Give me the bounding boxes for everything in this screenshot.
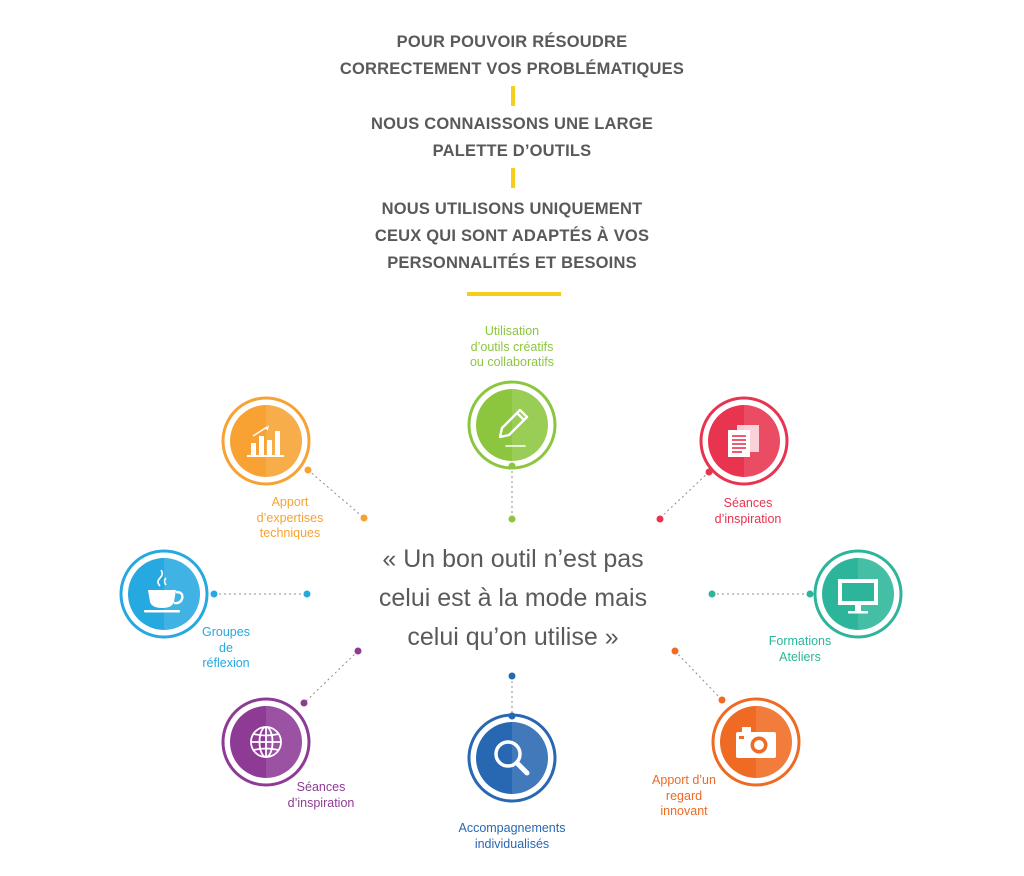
intro-line: NOUS CONNAISSONS UNE LARGE: [370, 115, 654, 133]
badge-coaching: [469, 715, 555, 801]
central-quote: [300, 540, 726, 657]
connector-inspiration-bottom: [304, 651, 358, 703]
dot-training-outer: [807, 591, 814, 598]
intro-line: NOUS UTILISONS UNIQUEMENT: [381, 200, 643, 218]
label-perspective: Apport d’un regard innovant: [652, 773, 716, 818]
intro-line: PALETTE D’OUTILS: [432, 142, 592, 160]
label-coaching: Accompagnements individualisés: [458, 821, 566, 851]
dot-perspective-outer: [719, 697, 726, 704]
quote-line: celui qu’on utilise »: [407, 623, 619, 651]
intro-line: CEUX QUI SONT ADAPTÉS À VOS: [374, 227, 650, 245]
badge-training: [815, 551, 901, 637]
connector-perspective: [675, 651, 722, 700]
dot-expertise-inner: [361, 515, 368, 522]
dot-coaching-inner: [509, 673, 516, 680]
dot-creative-inner: [509, 516, 516, 523]
dot-inspiration-bottom-outer: [301, 700, 308, 707]
quote-line: « Un bon outil n’est pas: [382, 545, 644, 573]
badge-inspiration-bottom: [223, 699, 309, 785]
label-training: Formations Ateliers: [768, 634, 832, 664]
badge-creative: [469, 382, 555, 468]
badge-expertise: [223, 398, 309, 484]
globe-icon: [251, 727, 281, 757]
intro-line: PERSONNALITÉS ET BESOINS: [387, 254, 637, 272]
label-creative: Utilisation d’outils créatifs ou collaboratifs: [469, 324, 555, 369]
quote-line: celui est à la mode mais: [378, 584, 648, 612]
badge-inspiration-top: [701, 398, 787, 484]
dot-groups-outer: [211, 591, 218, 598]
label-expertise: Apport d’expertises techniques: [256, 495, 324, 540]
intro-line: POUR POUVOIR RÉSOUDRE: [396, 33, 628, 51]
label-inspiration-top: Séances d’inspiration: [714, 496, 782, 526]
dot-inspiration-top-inner: [657, 516, 664, 523]
label-inspiration-bottom: Séances d’inspiration: [287, 780, 355, 810]
label-groups: Groupes de réflexion: [202, 625, 250, 670]
intro-line: CORRECTEMENT VOS PROBLÉMATIQUES: [339, 60, 685, 78]
dot-expertise-outer: [305, 467, 312, 474]
